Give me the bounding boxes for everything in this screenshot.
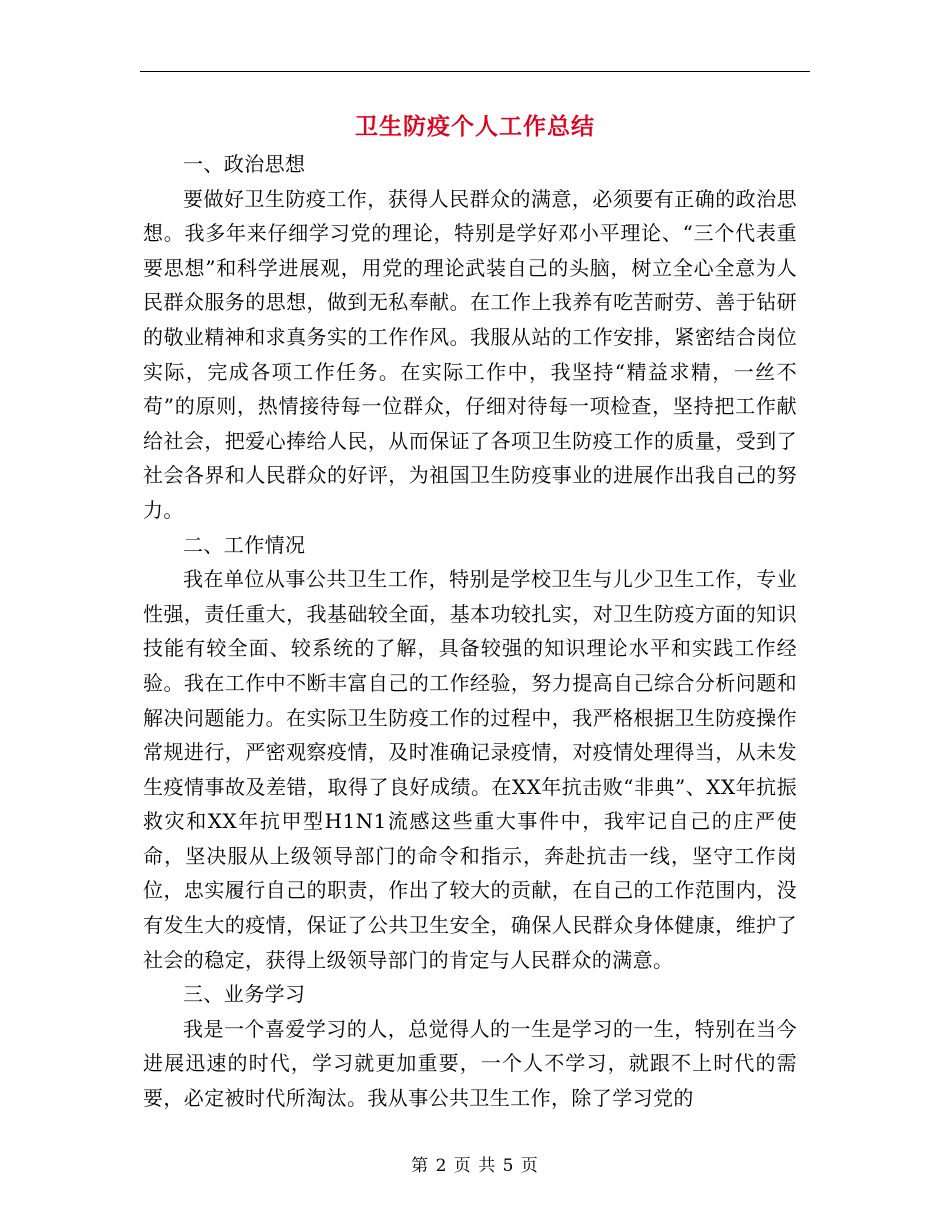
page-number: 第 2 页 共 5 页 xyxy=(411,1156,539,1176)
header-rule xyxy=(140,71,810,72)
document-title: 卫生防疫个人工作总结 xyxy=(355,113,595,140)
document-body xyxy=(143,147,797,1116)
section-heading-politics: 一、政治思想 xyxy=(183,152,306,176)
paragraph-politics: 要做好卫生防疫工作，获得人民群众的满意，必须要有正确的政治思想。我多年来仔细学习党的理论，特别是学好邓小平理论、“三个代表重要思想”和科学进展观，用党的理论武装自己的头脑，树立全心全意为人民群众服务的思想，做到无私奉献。在工作上我养有吃苦耐劳、善于钻研的敬业精神和求真务实的工作作风。我服从站的工作安排，紧密结合岗位实际，完成各项工作任务。在实际工作中，我坚持“精益求精，一丝不苟”的原则，热情接待每一位群众，仔细对待每一项检查，坚持把工作献给社会，把爱心捧给人民，从而保证了各项卫生防疫工作的质量，受到了社会各界和人民群众的好评，为祖国卫生防疫事业的进展作出我自己的努力。 xyxy=(143,186,797,522)
paragraph-study: 我是一个喜爱学习的人，总觉得人的一生是学习的一生，特别在当今进展迅速的时代，学习就更加重要，一个人不学习，就跟不上时代的需要，必定被时代所淘汰。我从事公共卫生工作，除了学习党的 xyxy=(143,1016,797,1111)
paragraph-work: 我在单位从事公共卫生工作，特别是学校卫生与儿少卫生工作，专业性强，责任重大，我基础较全面，基本功较扎实，对卫生防疫方面的知识技能有较全面、较系统的了解，具备较强的知识理论水平和实践工作经验。我在工作中不断丰富自己的工作经验，努力提高自己综合分析问题和解决问题能力。在实际卫生防疫工作的过程中，我严格根据卫生防疫操作常规进行，严密观察疫情，及时准确记录疫情，对疫情处理得当，从未发生疫情事故及差错，取得了良好成绩。在XX年抗击败“非典”、XX年抗振救灾和XX年抗甲型H1N1流感这些重大事件中，我牢记自己的庄严使命，坚决服从上级领导部门的命令和指示，奔赴抗击一线，坚守工作岗位，忠实履行自己的职责，作出了较大的贡献，在自己的工作范围内，没有发生大的疫情，保证了公共卫生安全，确保人民群众身体健康，维护了社会的稳定，获得上级领导部门的肯定与人民群众的满意。 xyxy=(143,567,797,972)
section-heading-study: 三、业务学习 xyxy=(183,982,306,1007)
section-heading-work: 二、工作情况 xyxy=(183,532,306,557)
